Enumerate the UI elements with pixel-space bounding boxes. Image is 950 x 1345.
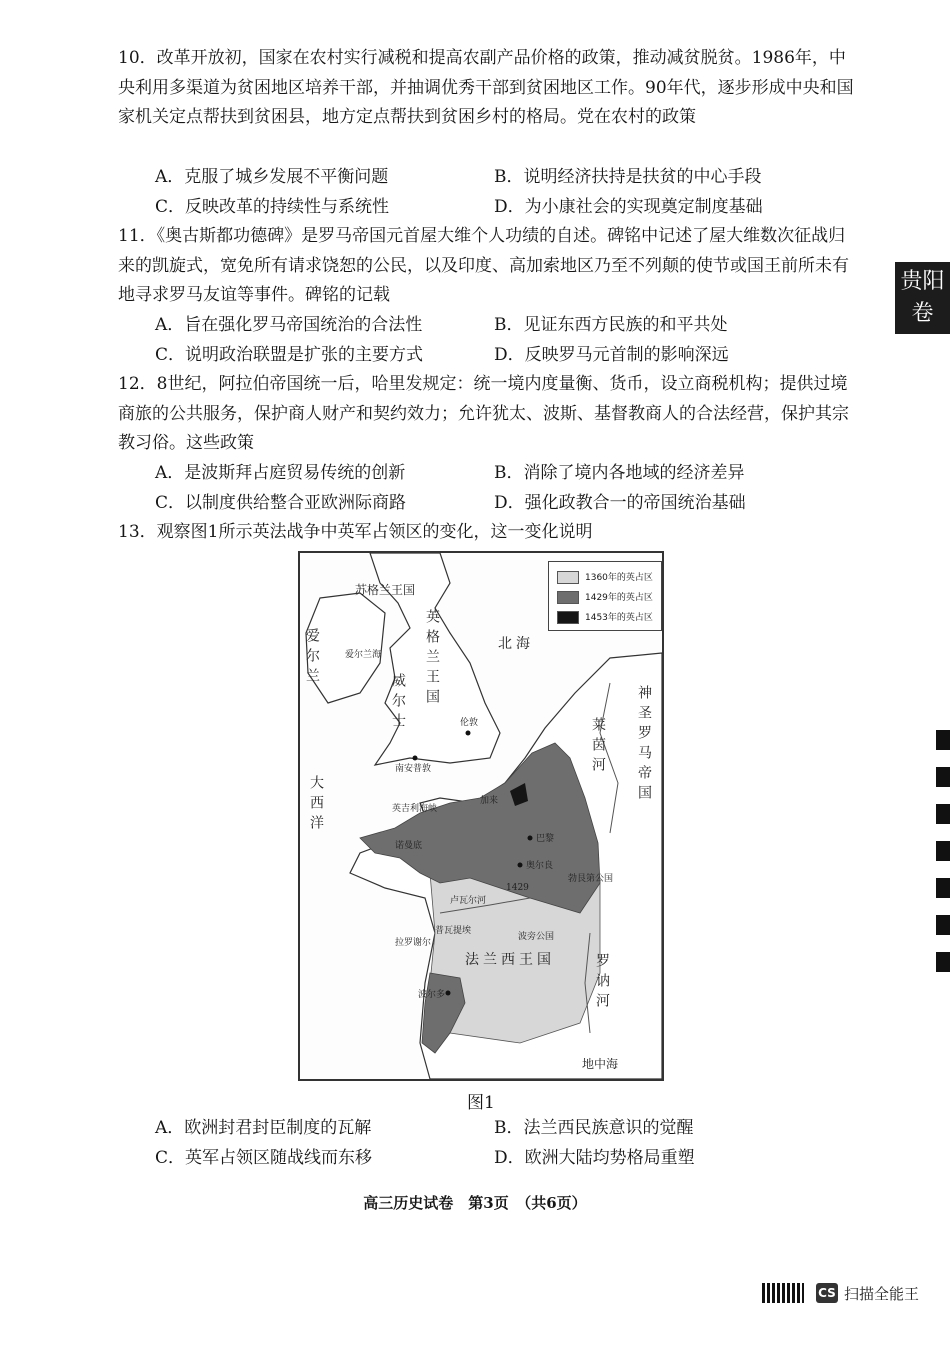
paris-dot [528, 836, 533, 841]
edge-mark [936, 804, 950, 824]
edge-mark [936, 952, 950, 972]
question-12-option-c[interactable]: C．以制度供给整合亚欧洲际商路 [155, 493, 407, 513]
label-bourbon: 波旁公国 [518, 932, 555, 942]
question-12-stem: 12．8世纪，阿拉伯帝国统一后，哈里发规定：统一境内度量衡、货币，设立商税机构；提供过境商旅的公共服务，保护商人财产和契约效力；允许犹太、波斯、基督教商人的合法经营，保护其宗教习俗。这些政策 [118, 374, 849, 453]
southampton-dot [413, 756, 418, 761]
edge-mark [936, 730, 950, 750]
label-ireland: 爱尔兰 [304, 628, 320, 688]
legend-swatch-1429 [557, 591, 579, 604]
label-loire: 卢瓦尔河 [450, 896, 487, 906]
edge-marks [936, 730, 950, 989]
label-channel: 英吉利海峡 [392, 804, 438, 814]
label-paris: 巴黎 [536, 834, 555, 844]
legend-row-1453: 1453年的英占区 [557, 610, 653, 622]
question-11-option-a[interactable]: A．旨在强化罗马帝国统治的合法性 [155, 315, 423, 335]
label-rhine: 莱茵河 [590, 717, 606, 777]
label-orleans: 奥尔良 [526, 861, 554, 871]
label-wales: 威尔士 [390, 673, 406, 733]
question-10-stem: 10．改革开放初，国家在农村实行减税和提高农副产品价格的政策，推动减贫脱贫。1986年，中央利用多渠道为贫困地区培养干部，并抽调优秀干部到贫困地区工作。90年代，逐步形成中央和国家机关定点帮扶到贫困县，地方定点帮扶到贫困乡村的格局。党在农村的政策 [118, 48, 854, 127]
label-rhone: 罗讷河 [594, 953, 610, 1013]
edge-mark [936, 915, 950, 935]
scanner-watermark [762, 1283, 950, 1307]
question-13-option-c[interactable]: C．英军占领区随战线而东移 [155, 1148, 373, 1168]
figure-caption: 图1 [467, 1093, 495, 1113]
legend-row-1360: 1360年的英占区 [557, 570, 653, 582]
label-burgundy: 勃艮第公国 [568, 874, 614, 884]
label-year-1429: 1429 [506, 883, 529, 893]
question-10-option-d[interactable]: D．为小康社会的实现奠定制度基础 [494, 197, 763, 217]
label-hre: 神圣罗马帝国 [636, 685, 652, 805]
scanner-logo: CS [816, 1283, 838, 1303]
question-13-option-b[interactable]: B．法兰西民族意识的觉醒 [494, 1118, 694, 1138]
bordeaux-dot [446, 991, 451, 996]
label-scotland: 苏格兰王国 [355, 583, 416, 597]
map-legend [548, 561, 662, 631]
question-13-option-a[interactable]: A．欧洲封君封臣制度的瓦解 [155, 1118, 372, 1138]
question-11-stem: 11．《奥古斯都功德碑》是罗马帝国元首屋大维个人功绩的自述。碑铭中记述了屋大维数次征战归来的凯旋式，宽免所有请求饶恕的公民，以及印度、高加索地区乃至不列颠的使节或国王前所未有地寻求罗马友谊等事件。碑铭的记载 [118, 226, 849, 305]
legend-row-1429: 1429年的英占区 [557, 590, 653, 602]
question-10-option-b[interactable]: B．说明经济扶持是扶贫的中心手段 [494, 167, 762, 187]
question-13-option-d[interactable]: D．欧洲大陆均势格局重塑 [494, 1148, 695, 1168]
page-footer: 高三历史试卷 第3页 （共6页） [363, 1194, 587, 1212]
question-11-option-d[interactable]: D．反映罗马元首制的影响深远 [494, 345, 729, 365]
label-london: 伦敦 [460, 718, 479, 728]
legend-swatch-1453 [557, 611, 579, 624]
label-calais: 加来 [480, 796, 499, 806]
side-tab: 贵阳卷 [895, 262, 950, 334]
london-dot [466, 731, 471, 736]
label-poitou: 普瓦提埃 [435, 926, 472, 936]
edge-mark [936, 841, 950, 861]
label-atlantic: 大西洋 [308, 775, 324, 835]
question-12-option-d[interactable]: D．强化政教合一的帝国统治基础 [494, 493, 746, 513]
hundred-years-war-map [298, 551, 664, 1081]
label-north-sea: 北海 [498, 636, 534, 652]
question-10-option-c[interactable]: C．反映改革的持续性与系统性 [155, 197, 390, 217]
question-12-option-b[interactable]: B．消除了境内各地域的经济差异 [494, 463, 745, 483]
label-mediterranean: 地中海 [582, 1057, 619, 1071]
edge-mark [936, 878, 950, 898]
edge-mark [936, 767, 950, 787]
label-larochelle: 拉罗谢尔 [395, 938, 432, 948]
label-england: 英格兰王国 [424, 609, 440, 709]
scanner-label: 扫描全能王 [844, 1285, 920, 1303]
label-normandy: 诺曼底 [395, 841, 423, 851]
question-11-option-c[interactable]: C．说明政治联盟是扩张的主要方式 [155, 345, 424, 365]
orleans-dot [518, 863, 523, 868]
legend-swatch-1360 [557, 571, 579, 584]
label-france: 法兰西王国 [465, 952, 555, 968]
label-southampton: 南安普敦 [395, 764, 432, 774]
question-10-option-a[interactable]: A．克服了城乡发展不平衡问题 [155, 167, 389, 187]
question-13-stem: 13．观察图1所示英法战争中英军占领区的变化，这一变化说明 [118, 522, 593, 542]
question-12-option-a[interactable]: A．是波斯拜占庭贸易传统的创新 [155, 463, 406, 483]
label-irish-sea: 爱尔兰海 [345, 650, 382, 660]
question-11-option-b[interactable]: B．见证东西方民族的和平共处 [494, 315, 728, 335]
qr-code-icon [762, 1283, 804, 1303]
label-bordeaux: 波尔多 [418, 990, 446, 1000]
